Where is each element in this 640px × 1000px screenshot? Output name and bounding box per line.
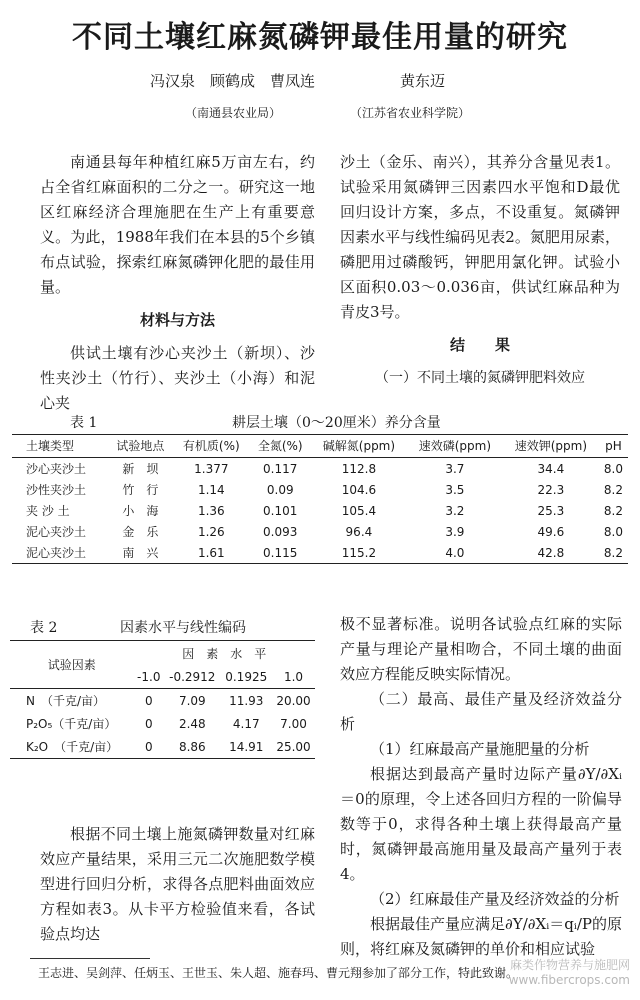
- results-subheading-2-2: （2）红麻最佳产量及经济效益的分析: [370, 890, 620, 908]
- soil-nutrient-table: [12, 434, 628, 564]
- results-heading: 结 果: [449, 336, 510, 354]
- results-subheading-2: （二）最高、最佳产量及经济效益分析: [340, 690, 622, 733]
- footnote-divider: [30, 958, 150, 959]
- left-column-top: [40, 150, 315, 416]
- table-cell: 105.4: [341, 503, 377, 518]
- table-header-row: [12, 435, 628, 458]
- table-header: 碱解氮(ppm): [322, 439, 396, 453]
- table-cell: 25.00: [276, 739, 311, 754]
- intro-paragraph: 南通县每年种植红麻5万亩左右，约占全省红麻面积的二分之一。研究这一地区红麻经济合理施肥在生产上有重要意义。为此，1988年我们在本县的5个乡镇布点试验，探索红麻氮磷钾化肥的最佳用量。: [40, 153, 315, 296]
- right-column-bottom: [340, 612, 622, 962]
- table-cell: 2.48: [178, 716, 206, 731]
- table-row: [12, 458, 628, 480]
- table-header: 土壤类型: [26, 439, 75, 453]
- table-cell: 8.2: [603, 503, 623, 518]
- table-cell: 1.36: [197, 503, 225, 518]
- regression-paragraph: 根据不同土壤上施氮磷钾数量对红麻效应产量结果，采用三元二次施肥数学模型进行回归分析，求得各点肥料曲面效应方程如表3。从卡平方检验值来看，各试验点均达: [40, 825, 315, 943]
- optimal-yield-paragraph: 根据最佳产量应满足∂Y/∂Xᵢ＝qᵢ/P的原则，将红麻及氮磷钾的单价和相应试验: [340, 915, 622, 958]
- right-column-top: [340, 150, 620, 391]
- table-cell: 沙心夹沙土: [26, 462, 87, 476]
- level-code: 0.1925: [225, 670, 268, 684]
- table-cell: 4.0: [445, 545, 465, 560]
- table-cell: 泥心夹沙土: [26, 525, 87, 539]
- factor-label: N （千克/亩）: [26, 694, 106, 708]
- table-cell: 14.91: [229, 739, 264, 754]
- factor-label: P₂O₅（千克/亩）: [26, 717, 117, 731]
- table-cell: 新 坝: [122, 462, 159, 476]
- table-cell: 1.377: [194, 461, 229, 476]
- table-cell: 0.115: [263, 545, 298, 560]
- factor-label: K₂O （千克/亩）: [26, 740, 119, 754]
- table-cell: 104.6: [341, 482, 377, 497]
- table-cell: 112.8: [341, 461, 377, 476]
- results-subheading-2-1: （1）红麻最高产量施肥量的分析: [370, 740, 590, 758]
- table-cell: 8.0: [603, 524, 623, 539]
- level-code: -1.0: [137, 670, 161, 684]
- table-cell: 金 乐: [122, 525, 159, 539]
- affiliation-2: （江苏省农业科学院）: [350, 106, 471, 120]
- table-cell: 96.4: [345, 524, 373, 539]
- author-group-1: 冯汉泉 顾鹤成 曹凤连: [150, 72, 316, 90]
- table-header: 速效钾(ppm): [514, 439, 588, 453]
- table2-title: 因素水平与线性编码: [120, 620, 246, 636]
- table-header: pH: [605, 439, 622, 453]
- intro-continuation: 沙土（金乐、南兴），其养分含量见表1。试验采用氮磷钾三因素四水平饱和D最优回归设计方案，多点，不设重复。氮磷钾因素水平与线性编码见表2。氮肥用尿素，磷肥用过磷酸钙，钾肥用氯化钾。试验小区面积0.03～0.036亩，供试红麻品种为青皮3号。: [340, 153, 620, 321]
- table-cell: 42.8: [537, 545, 565, 560]
- table-header: 速效磷(ppm): [418, 439, 492, 453]
- chi-square-paragraph: 极不显著标准。说明各试验点红麻的实际产量与理论产量相吻合，不同土壤的曲面效应方程能反映实际情况。: [340, 615, 622, 683]
- watermark-line-1: 麻类作物营养与施肥网: [509, 958, 630, 972]
- table-row: [10, 712, 315, 735]
- table-cell: 3.9: [445, 524, 465, 539]
- table-cell: 0: [144, 739, 153, 754]
- level-code: 1.0: [283, 670, 304, 684]
- table-cell: 8.0: [603, 461, 623, 476]
- results-subheading-1: （一）不同土壤的氮磷钾肥料效应: [375, 370, 585, 386]
- table-cell: 1.26: [197, 524, 225, 539]
- table-cell: 8.86: [178, 739, 206, 754]
- table-cell: 25.3: [537, 503, 565, 518]
- affiliation-1: （南通县农业局）: [185, 106, 282, 120]
- table-cell: 夹 沙 土: [26, 504, 70, 518]
- table-header: 有机质(%): [182, 439, 240, 453]
- table-header: 全氮(%): [257, 439, 303, 453]
- table-cell: 115.2: [341, 545, 377, 560]
- table-header: 因 素 水 平: [182, 647, 267, 661]
- table-cell: 0.117: [263, 461, 298, 476]
- table-row: [12, 542, 628, 564]
- table1-title: 耕层土壤（0～20厘米）养分含量: [232, 415, 441, 431]
- table-cell: 8.2: [603, 545, 623, 560]
- table-cell: 泥心夹沙土: [26, 546, 87, 560]
- table-row: [12, 500, 628, 521]
- table-cell: 3.2: [445, 503, 465, 518]
- table-cell: 0.093: [263, 524, 298, 539]
- methods-heading: 材料与方法: [139, 311, 215, 329]
- table-cell: 11.93: [229, 693, 264, 708]
- table-cell: 沙性夹沙土: [26, 483, 87, 497]
- site-watermark: [509, 958, 630, 988]
- table-cell: 竹 行: [122, 483, 159, 497]
- left-column-bottom: [40, 822, 315, 947]
- table-cell: 南 兴: [122, 546, 159, 560]
- author-group-2: 黄东迈: [400, 72, 446, 90]
- acknowledgement-footnote: 王志进、吴剑萍、任炳玉、王世玉、朱人超、施春玛、曹元翔参加了部分工作，特此致谢。: [38, 966, 519, 980]
- table-cell: 7.00: [280, 716, 307, 731]
- paper-title: 不同土壤红麻氮磷钾最佳用量的研究: [72, 20, 568, 55]
- table-cell: 0: [144, 716, 153, 731]
- table-cell: 8.2: [603, 482, 623, 497]
- table-header: 试验因素: [47, 658, 96, 672]
- table-header-row: [10, 641, 315, 667]
- table-cell: 3.7: [445, 461, 465, 476]
- table-cell: 7.09: [178, 693, 206, 708]
- methods-paragraph: 供试土壤有沙心夹沙土（新坝）、沙性夹沙土（竹行）、夹沙土（小海）和泥心夹: [40, 344, 315, 412]
- table-cell: 1.61: [197, 545, 225, 560]
- table-cell: 小 海: [122, 504, 159, 518]
- table-header: 试验地点: [116, 439, 165, 453]
- table-cell: 0.09: [266, 482, 294, 497]
- table-row: [10, 689, 315, 713]
- table-cell: 1.14: [197, 482, 225, 497]
- table2-caption: 表 2: [30, 620, 58, 636]
- table-cell: 20.00: [276, 693, 311, 708]
- table-cell: 49.6: [537, 524, 565, 539]
- table-cell: 0.101: [263, 503, 298, 518]
- table-row: [12, 521, 628, 542]
- table1-caption: 表 1: [70, 415, 98, 431]
- table-row: [12, 479, 628, 500]
- table-cell: 3.5: [445, 482, 465, 497]
- factor-level-table: [10, 640, 315, 759]
- table-cell: 4.17: [232, 716, 260, 731]
- level-code: -0.2912: [169, 670, 216, 684]
- table-cell: 34.4: [537, 461, 565, 476]
- table-row: [10, 735, 315, 759]
- watermark-line-2: www.fibercrops.com: [508, 973, 630, 987]
- table-cell: 0: [144, 693, 153, 708]
- max-yield-paragraph: 根据达到最高产量时边际产量∂Y/∂Xᵢ＝0的原理，令上述各回归方程的一阶偏导数等于0，求得各种土壤上获得最高产量时，氮磷钾最高施用量及最高产量列于表4。: [340, 765, 622, 883]
- table-cell: 22.3: [537, 482, 565, 497]
